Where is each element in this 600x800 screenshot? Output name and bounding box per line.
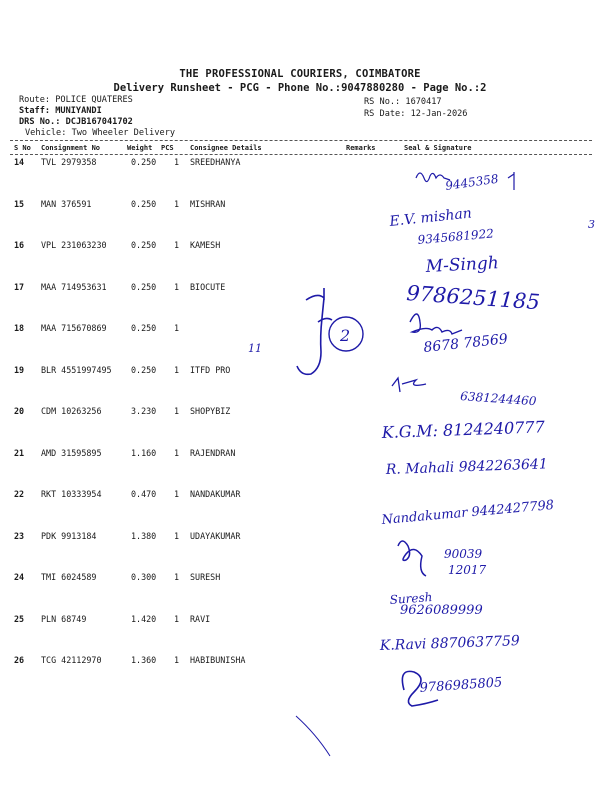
row-consignment: TVL 2979358 [41, 157, 97, 167]
row-consignee: SREEDHANYA [190, 157, 241, 167]
row-pcs: 1 [174, 655, 180, 665]
signature-row-14 [416, 172, 514, 193]
signature-row-26 [296, 671, 503, 756]
runsheet-subtitle: Delivery Runsheet - PCG - Phone No.:9047880280 - Page No.:2 [113, 82, 487, 94]
row-weight: 1.380 [131, 531, 157, 541]
row16-phone: 9786251185 [405, 281, 541, 315]
col-seal-signature: Seal & Signature [404, 144, 472, 152]
row-weight: 0.250 [131, 323, 157, 333]
row-consignment: AMD 31595895 [41, 448, 102, 458]
row-sno: 24 [14, 572, 25, 582]
signature-row-15 [388, 205, 595, 247]
route-line: Route: POLICE QUATERES [19, 95, 133, 105]
remark-mark: 11 [248, 342, 262, 355]
row-sno: 14 [14, 157, 25, 167]
row24-name: Suresh [389, 590, 433, 607]
row-weight: 0.470 [131, 489, 157, 499]
row19-phone: 6381244460 [459, 389, 537, 409]
row-consignment: VPL 231063230 [41, 240, 107, 250]
row-sno: 17 [14, 282, 25, 292]
row-pcs: 1 [174, 614, 180, 624]
staff-line: Staff: MUNIYANDI [19, 106, 102, 116]
row-pcs: 1 [174, 323, 180, 333]
row23-line-a: 90039 [444, 547, 483, 561]
row-pcs: 1 [174, 199, 180, 209]
rs-number: RS No.: 1670417 [364, 97, 442, 107]
row-consignee: KAMESH [190, 240, 221, 250]
row-weight: 1.420 [131, 614, 157, 624]
row-consignee: UDAYAKUMAR [190, 531, 241, 541]
row14-phone: 9445358 [444, 171, 500, 193]
row-sno: 19 [14, 365, 25, 375]
signature-row-19 [392, 378, 537, 408]
row-pcs: 1 [174, 365, 180, 375]
row-weight: 0.250 [131, 282, 157, 292]
row-sno: 21 [14, 448, 25, 458]
col-consignee: Consignee Details [190, 144, 262, 152]
col-consignment: Consignment No [41, 144, 101, 152]
col-weight: Weight [127, 144, 153, 152]
row-consignment: PDK 9913184 [41, 531, 97, 541]
row-sno: 16 [14, 240, 25, 250]
row-weight: 1.360 [131, 655, 157, 665]
row23-line-b: 12017 [448, 563, 487, 577]
row-pcs: 1 [174, 448, 180, 458]
row-weight: 0.250 [131, 199, 157, 209]
row-consignment: MAN 376591 [41, 199, 92, 209]
row-consignee: HABIBUNISHA [190, 655, 246, 665]
signature-row-18 [410, 314, 509, 356]
remarks-scribble [248, 288, 363, 374]
row-pcs: 1 [174, 240, 180, 250]
row-sno: 22 [14, 489, 25, 499]
row15-name: E.V. mishan [388, 205, 473, 230]
row16-name: M-Singh [425, 253, 500, 277]
row-sno: 15 [14, 199, 25, 209]
row15-phone: 9345681922 [417, 226, 495, 247]
row-consignment: TMI 6024589 [41, 572, 97, 582]
row-pcs: 1 [174, 157, 180, 167]
drs-value: DCJB167041702 [65, 117, 133, 127]
company-title: THE PROFESSIONAL COURIERS, COIMBATORE [179, 68, 421, 80]
col-pcs: PCS [161, 144, 174, 152]
row-consignee: ITFD PRO [190, 365, 231, 375]
row-weight: 1.160 [131, 448, 157, 458]
row-pcs: 1 [174, 489, 180, 499]
row18-phone: 8678 78569 [422, 331, 509, 356]
row-pcs: 1 [174, 531, 180, 541]
row21-signature: R. Mahali 9842263641 [385, 456, 549, 478]
row-pcs: 1 [174, 572, 180, 582]
row-consignment: BLR 4551997495 [41, 365, 112, 375]
row-sno: 18 [14, 323, 25, 333]
row-sno: 20 [14, 406, 25, 416]
row-consignment: CDM 10263256 [41, 406, 102, 416]
row-consignment: MAA 715670869 [41, 323, 107, 333]
margin-mark: 3 [588, 218, 595, 231]
signature-row-23 [398, 541, 487, 577]
row20-signature: K.G.M: 8124240777 [381, 417, 546, 442]
row-consignment: TCG 42112970 [41, 655, 102, 665]
row-consignment: PLN 68749 [41, 614, 87, 624]
row-consignee: BIOCUTE [190, 282, 226, 292]
row-weight: 0.250 [131, 157, 157, 167]
col-remarks: Remarks [346, 144, 376, 152]
row22-signature: Nandakumar 9442427798 [381, 497, 555, 528]
row-weight: 0.300 [131, 572, 157, 582]
row24-phone: 9626089999 [400, 603, 483, 618]
row-sno: 23 [14, 531, 25, 541]
row-consignment: MAA 714953631 [41, 282, 107, 292]
rs-date: RS Date: 12-Jan-2026 [364, 109, 468, 119]
row-consignee: RAVI [190, 614, 211, 624]
row25-signature: K.Ravi 8870637759 [379, 633, 521, 654]
row-sno: 25 [14, 614, 25, 624]
row-consignee: MISHRAN [190, 199, 226, 209]
row-sno: 26 [14, 655, 25, 665]
row-pcs: 1 [174, 282, 180, 292]
row-weight: 3.230 [131, 406, 157, 416]
row-consignee: SHOPYBIZ [190, 406, 231, 416]
row-weight: 0.250 [131, 365, 157, 375]
remark-note: 2 [340, 326, 351, 345]
row-pcs: 1 [174, 406, 180, 416]
drs-label: DRS No.: [19, 117, 61, 127]
row-consignee: NANDAKUMAR [190, 489, 241, 499]
signature-row-16-17 [406, 253, 541, 314]
row-consignee: SURESH [190, 572, 221, 582]
col-sno: S No [14, 144, 31, 152]
row-weight: 0.250 [131, 240, 157, 250]
row-consignee: RAJENDRAN [190, 448, 236, 458]
row26-phone: 9786985805 [419, 675, 503, 696]
row-consignment: RKT 10333954 [41, 489, 102, 499]
vehicle-line: Vehicle: Two Wheeler Delivery [25, 128, 176, 138]
